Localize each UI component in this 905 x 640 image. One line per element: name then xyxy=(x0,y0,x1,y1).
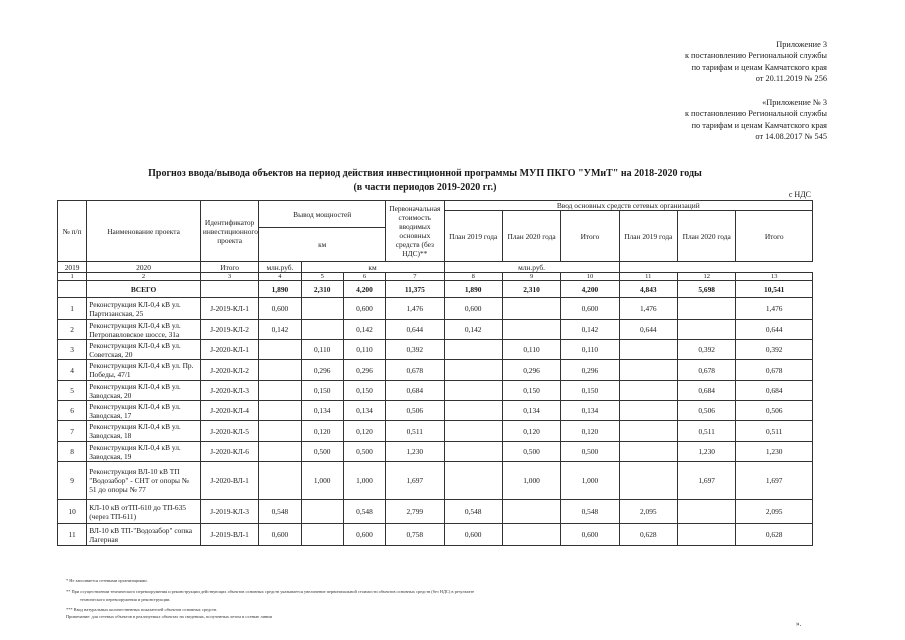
value-cell: 0,142 xyxy=(561,320,619,340)
col-number: 1 xyxy=(58,273,87,281)
value-cell xyxy=(444,401,502,421)
value-cell: 0,600 xyxy=(444,298,502,320)
total-cell xyxy=(58,281,87,298)
value-cell xyxy=(619,421,677,442)
header-km: км xyxy=(259,228,386,262)
header-plan-2019: План 2019 года xyxy=(444,211,502,262)
value-cell: 0,506 xyxy=(736,401,813,421)
project-name: ВЛ-10 кВ ТП-"Водозабор" сопка Лагерная xyxy=(87,524,201,546)
value-cell: 0,110 xyxy=(343,340,385,360)
header-year-2019: 2019 xyxy=(58,262,87,273)
value-cell: 0,150 xyxy=(561,381,619,401)
table-row xyxy=(58,462,813,500)
value-cell: 0,134 xyxy=(561,401,619,421)
value-cell: 1,476 xyxy=(386,298,444,320)
total-cell: 11,375 xyxy=(386,281,444,298)
header-num: № п/п xyxy=(58,201,87,262)
value-cell: 0,392 xyxy=(736,340,813,360)
project-id: J-2020-ВЛ-1 xyxy=(200,462,258,500)
value-cell: 0,120 xyxy=(301,421,343,442)
value-cell xyxy=(301,524,343,546)
value-cell: 0,392 xyxy=(678,340,736,360)
value-cell: 0,628 xyxy=(619,524,677,546)
project-id: J-2019-КЛ-3 xyxy=(200,500,258,524)
table-row xyxy=(58,401,813,421)
value-cell xyxy=(444,442,502,462)
document-title: Прогноз ввода/вывода объектов на период действия инвестиционной программы МУП ПКГО "УМиТ" на 2018-2020 годы xyxy=(148,168,702,179)
header-year-2020: 2020 xyxy=(87,262,201,273)
forecast-table xyxy=(57,200,813,546)
value-cell xyxy=(301,320,343,340)
row-number: 2 xyxy=(58,320,87,340)
header-line: к постановлению Региональной службы xyxy=(684,109,827,119)
project-name: Реконструкция КЛ-0,4 кВ ул. Заводская, 20 xyxy=(87,381,201,401)
value-cell: 1,230 xyxy=(678,442,736,462)
header-line: к постановлению Региональной службы xyxy=(684,51,827,61)
value-cell: 1,230 xyxy=(736,442,813,462)
value-cell: 0,142 xyxy=(444,320,502,340)
value-cell: 0,600 xyxy=(561,524,619,546)
value-cell: 0,142 xyxy=(343,320,385,340)
header-line: от 14.08.2017 № 545 xyxy=(755,132,827,142)
total-cell: 4,200 xyxy=(561,281,619,298)
col-number: 6 xyxy=(343,273,385,281)
project-id: J-2019-КЛ-1 xyxy=(200,298,258,320)
value-cell: 1,000 xyxy=(502,462,560,500)
header-unit-mln-2: млн.руб. xyxy=(444,262,619,273)
value-cell xyxy=(444,381,502,401)
header-line: по тарифам и ценам Камчатского края xyxy=(691,62,827,72)
value-cell: 0,600 xyxy=(343,524,385,546)
value-cell: 0,600 xyxy=(561,298,619,320)
value-cell xyxy=(259,462,301,500)
vat-note: с НДС xyxy=(788,190,811,199)
value-cell: 0,134 xyxy=(343,401,385,421)
document-subtitle: (в части периодов 2019-2020 гг.) xyxy=(353,182,497,193)
header-line: Приложение 3 xyxy=(776,40,827,49)
row-number: 4 xyxy=(58,360,87,381)
value-cell xyxy=(678,524,736,546)
header-plan-2020: План 2020 года xyxy=(502,211,560,262)
value-cell xyxy=(444,340,502,360)
value-cell: 0,120 xyxy=(561,421,619,442)
header-line: «Приложение № 3 xyxy=(762,98,827,107)
value-cell: 0,678 xyxy=(678,360,736,381)
value-cell: 0,500 xyxy=(561,442,619,462)
value-cell xyxy=(619,462,677,500)
value-cell xyxy=(259,340,301,360)
project-id: J-2019-КЛ-2 xyxy=(200,320,258,340)
value-cell xyxy=(444,360,502,381)
project-id: J-2020-КЛ-1 xyxy=(200,340,258,360)
col-number: 8 xyxy=(444,273,502,281)
value-cell: 2,799 xyxy=(386,500,444,524)
value-cell: 2,095 xyxy=(619,500,677,524)
total-cell xyxy=(200,281,258,298)
value-cell xyxy=(301,298,343,320)
value-cell: 1,000 xyxy=(301,462,343,500)
header-total: Итого xyxy=(200,262,258,273)
value-cell xyxy=(259,421,301,442)
table-row xyxy=(58,524,813,546)
col-number: 13 xyxy=(736,273,813,281)
value-cell: 0,600 xyxy=(444,524,502,546)
project-name: Реконструкция КЛ-0,4 кВ ул. Заводская, 17 xyxy=(87,401,201,421)
value-cell: 0,684 xyxy=(678,381,736,401)
table-row xyxy=(58,500,813,524)
value-cell: 0,500 xyxy=(343,442,385,462)
total-cell: 10,541 xyxy=(736,281,813,298)
project-name: Реконструкция КЛ-0,4 кВ ул. Петропавловское шоссе, 31а xyxy=(87,320,201,340)
header-plan-2020-cost: План 2020 года xyxy=(678,211,736,262)
value-cell xyxy=(301,500,343,524)
value-cell: 0,110 xyxy=(502,340,560,360)
col-number: 4 xyxy=(259,273,301,281)
footnote: Примечание: для сетевых объектов в реализуемых объектах на сведениях, полученных летом и осенью линии xyxy=(66,614,273,619)
value-cell xyxy=(444,462,502,500)
value-cell: 0,296 xyxy=(502,360,560,381)
total-row xyxy=(58,281,813,298)
value-cell xyxy=(259,360,301,381)
table-row xyxy=(58,298,813,320)
value-cell: 0,684 xyxy=(736,381,813,401)
value-cell: 0,600 xyxy=(259,298,301,320)
footnote: технического перевооружения и реконструкции. xyxy=(80,597,171,602)
value-cell: 0,600 xyxy=(259,524,301,546)
value-cell xyxy=(502,298,560,320)
col-number: 3 xyxy=(200,273,258,281)
value-cell: 1,476 xyxy=(736,298,813,320)
value-cell: 0,506 xyxy=(386,401,444,421)
row-number: 8 xyxy=(58,442,87,462)
row-number: 7 xyxy=(58,421,87,442)
value-cell: 0,548 xyxy=(343,500,385,524)
value-cell: 0,296 xyxy=(301,360,343,381)
value-cell xyxy=(678,320,736,340)
total-cell: 1,890 xyxy=(444,281,502,298)
header-initial-cost: Первоначальная стоимость вводимых основных средств (без НДС)** xyxy=(386,201,444,262)
total-label: ВСЕГО xyxy=(87,281,201,298)
value-cell: 0,628 xyxy=(736,524,813,546)
value-cell xyxy=(259,381,301,401)
project-id: J-2020-КЛ-5 xyxy=(200,421,258,442)
table-row xyxy=(58,442,813,462)
header-input-group: Ввод основных средств сетевых организаций xyxy=(444,201,813,211)
value-cell xyxy=(619,340,677,360)
header-line: от 20.11.2019 № 256 xyxy=(755,74,827,84)
value-cell xyxy=(619,401,677,421)
value-cell: 0,678 xyxy=(386,360,444,381)
value-cell xyxy=(259,401,301,421)
col-number: 9 xyxy=(502,273,560,281)
row-number: 3 xyxy=(58,340,87,360)
row-number: 5 xyxy=(58,381,87,401)
value-cell: 2,095 xyxy=(736,500,813,524)
header-line: по тарифам и ценам Камчатского края xyxy=(691,120,827,130)
value-cell: 0,511 xyxy=(386,421,444,442)
total-cell: 1,890 xyxy=(259,281,301,298)
project-name: Реконструкция КЛ-0,4 кВ ул. Заводская, 18 xyxy=(87,421,201,442)
col-number: 11 xyxy=(619,273,677,281)
row-number: 10 xyxy=(58,500,87,524)
value-cell: 1,697 xyxy=(678,462,736,500)
value-cell xyxy=(678,298,736,320)
resolution-header-previous xyxy=(685,97,827,143)
table-row xyxy=(58,381,813,401)
value-cell: 0,134 xyxy=(502,401,560,421)
value-cell xyxy=(619,381,677,401)
value-cell: 0,506 xyxy=(678,401,736,421)
project-name: Реконструкция КЛ-0,4 кВ ул. Заводская, 19 xyxy=(87,442,201,462)
total-cell: 4,200 xyxy=(343,281,385,298)
value-cell xyxy=(444,421,502,442)
table-row xyxy=(58,360,813,381)
col-number: 5 xyxy=(301,273,343,281)
col-number: 7 xyxy=(386,273,444,281)
value-cell: 0,500 xyxy=(502,442,560,462)
project-id: J-2020-КЛ-3 xyxy=(200,381,258,401)
footnote: ** При осуществлении технического перевооружения и реконструкции действующих объектов основных средств указывается увеличение первоначальной стоимости объектов основных средств (без НДС) в результате xyxy=(66,589,475,594)
row-number: 1 xyxy=(58,298,87,320)
value-cell xyxy=(502,500,560,524)
value-cell: 0,150 xyxy=(301,381,343,401)
table-row xyxy=(58,421,813,442)
table-row xyxy=(58,340,813,360)
value-cell: 0,296 xyxy=(561,360,619,381)
value-cell xyxy=(619,442,677,462)
project-name: Реконструкция КЛ-0,4 кВ ул. Советская, 20 xyxy=(87,340,201,360)
total-cell: 2,310 xyxy=(502,281,560,298)
value-cell: 1,697 xyxy=(736,462,813,500)
value-cell: 1,000 xyxy=(343,462,385,500)
total-cell: 4,843 xyxy=(619,281,677,298)
header-itogo-cost: Итого xyxy=(736,211,813,262)
value-cell xyxy=(678,500,736,524)
row-number: 11 xyxy=(58,524,87,546)
value-cell: 1,230 xyxy=(386,442,444,462)
table-row xyxy=(58,320,813,340)
column-number-row xyxy=(58,273,813,281)
closing-quote-mark: ». xyxy=(796,620,802,628)
value-cell: 0,511 xyxy=(736,421,813,442)
value-cell: 1,697 xyxy=(386,462,444,500)
value-cell: 0,392 xyxy=(386,340,444,360)
value-cell xyxy=(259,442,301,462)
project-id: J-2020-КЛ-4 xyxy=(200,401,258,421)
header-unit-mln: млн.руб. xyxy=(259,262,301,273)
header-name: Наименование проекта xyxy=(87,201,201,262)
row-number: 6 xyxy=(58,401,87,421)
total-cell: 2,310 xyxy=(301,281,343,298)
value-cell: 0,644 xyxy=(619,320,677,340)
value-cell: 0,120 xyxy=(343,421,385,442)
header-output-power: Вывод мощностей xyxy=(259,201,386,228)
header-plan-2019-cost: План 2019 года xyxy=(619,211,677,262)
value-cell: 0,142 xyxy=(259,320,301,340)
value-cell: 0,110 xyxy=(561,340,619,360)
col-number: 10 xyxy=(561,273,619,281)
value-cell xyxy=(502,524,560,546)
header-id: Идентификатор инвестиционного проекта xyxy=(200,201,258,262)
table-header xyxy=(58,201,813,273)
value-cell: 0,296 xyxy=(343,360,385,381)
table-body xyxy=(58,281,813,546)
footnote: * Не заполняется сетевыми организациями. xyxy=(66,578,148,583)
value-cell: 0,150 xyxy=(343,381,385,401)
value-cell: 0,511 xyxy=(678,421,736,442)
value-cell: 0,678 xyxy=(736,360,813,381)
project-name: КЛ-10 кВ отТП-610 до ТП-635 (через ТП-611) xyxy=(87,500,201,524)
footnote: *** Ввод натуральных количественных показателей объектов основных средств. xyxy=(66,607,218,612)
total-cell: 5,698 xyxy=(678,281,736,298)
value-cell xyxy=(619,360,677,381)
project-id: J-2019-ВЛ-1 xyxy=(200,524,258,546)
project-name: Реконструкция КЛ-0,4 кВ ул. Пр. Победы, 47/1 xyxy=(87,360,201,381)
resolution-header-current xyxy=(685,39,827,85)
value-cell: 0,548 xyxy=(561,500,619,524)
row-number: 9 xyxy=(58,462,87,500)
value-cell: 0,500 xyxy=(301,442,343,462)
value-cell: 0,548 xyxy=(259,500,301,524)
project-id: J-2020-КЛ-2 xyxy=(200,360,258,381)
value-cell: 0,684 xyxy=(386,381,444,401)
value-cell xyxy=(502,320,560,340)
value-cell: 0,120 xyxy=(502,421,560,442)
value-cell: 0,644 xyxy=(736,320,813,340)
col-number: 12 xyxy=(678,273,736,281)
value-cell: 1,000 xyxy=(561,462,619,500)
project-id: J-2020-КЛ-6 xyxy=(200,442,258,462)
value-cell: 0,600 xyxy=(343,298,385,320)
value-cell: 0,758 xyxy=(386,524,444,546)
value-cell: 0,644 xyxy=(386,320,444,340)
project-name: Реконструкция ВЛ-10 кВ ТП "Водозабор" - СНТ от опоры № 51 до опоры № 77 xyxy=(87,462,201,500)
project-name: Реконструкция КЛ-0,4 кВ ул. Партизанская, 25 xyxy=(87,298,201,320)
value-cell: 1,476 xyxy=(619,298,677,320)
value-cell: 0,134 xyxy=(301,401,343,421)
value-cell: 0,110 xyxy=(301,340,343,360)
header-itogo: Итого xyxy=(561,211,619,262)
value-cell: 0,150 xyxy=(502,381,560,401)
col-number: 2 xyxy=(87,273,201,281)
header-unit-km: км xyxy=(301,262,444,273)
value-cell: 0,548 xyxy=(444,500,502,524)
